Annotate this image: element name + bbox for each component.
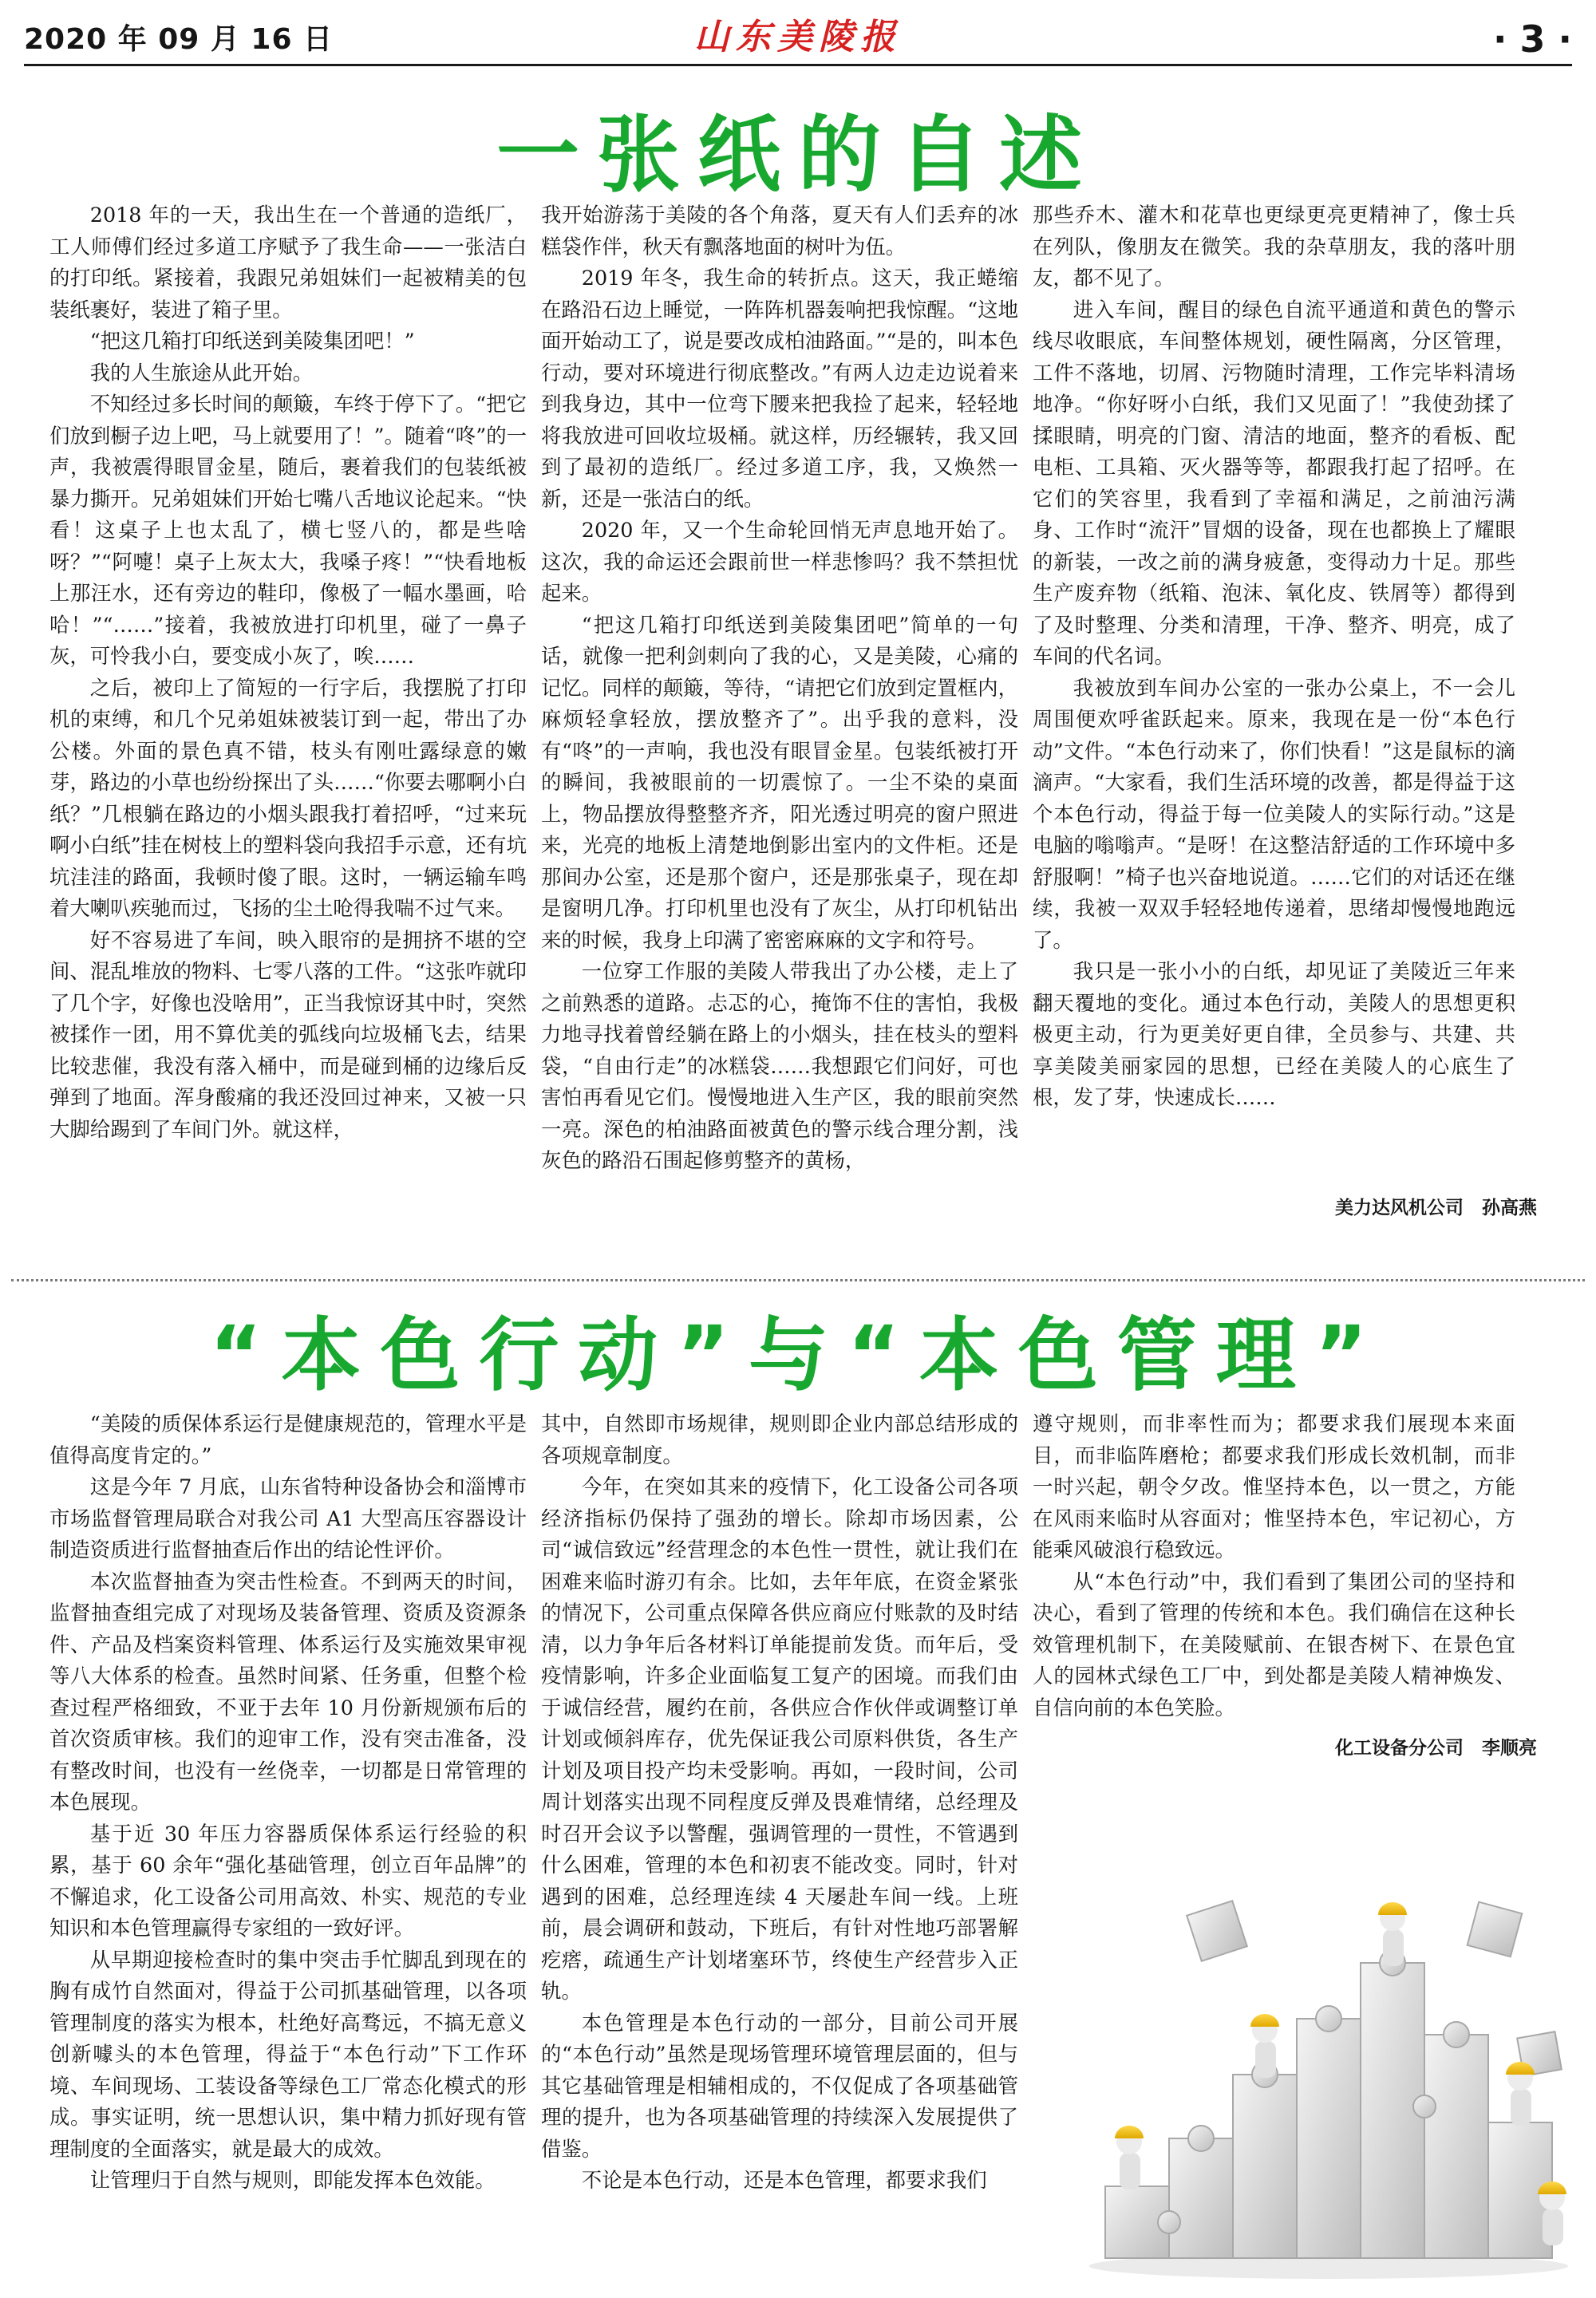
paragraph: 我只是一张小小的白纸，却见证了美陵近三年来翻天覆地的变化。通过本色行动，美陵人的思想更积极更主动，行为更美好更自律，全员参与、共建、共享美陵美丽家园的思想，已经在美陵人的心底生了根，发了芽，快速成长…… [1033,959,1515,1109]
article2-signature: 化工设备分公司 李顺亮 [1335,1738,1537,1759]
paragraph: 2018 年的一天，我出生在一个普通的造纸厂，工人师傅们经过多道工序赋予了我生命——一张洁白的打印纸。紧接着，我跟兄弟姐妹们一起被精美的包装纸裹好，装进了箱子里。 [49,203,527,322]
page-number: · 3 · [1493,18,1572,61]
paragraph: 其中，自然即市场规律，规则即企业内部总结形成的各项规章制度。 [541,1412,1018,1467]
article2-column-2 [541,1408,1018,2286]
article-separator [11,1279,1585,1281]
paragraph: 从早期迎接检查时的集中突击手忙脚乱到现在的胸有成竹自然面对，得益于公司抓基础管理，以各项管理制度的落实为根本，杜绝好高骛远，不搞无意义创新噱头的本色管理，得益于“本色行动”下工作环境、车间现场、工装设备等绿色工厂常态化模式的形成。事实证明，统一思想认识，集中精力抓好现有管理制度的全面落实，就是最大的成效。 [49,1947,527,2161]
paragraph: 2019 年冬，我生命的转折点。这天，我正蜷缩在路沿石边上睡觉，一阵阵机器轰响把我惊醒。“这地面开始动工了，说是要改成柏油路面。”“是的，叫本色行动，要对环境进行彻底整改。”有两人边走边说着来到我身边，其中一位弯下腰来把我捡了起来，轻轻地将我放进可回收垃圾桶。就这样，历经辗转，我又回到了最初的造纸厂。经过多道工序，我，又焕然一新，还是一张洁白的纸。 [541,266,1018,511]
puzzle-workers-illustration [1073,1835,1584,2282]
paragraph: 不论是本色行动，还是本色管理，都要求我们 [581,2168,987,2192]
issue-date: 2020 年 09 月 16 日 [24,23,334,56]
paragraph: 基于近 30 年压力容器质保体系运行经验的积累，基于 60 余年“强化基础管理，创立百年品牌”的不懈追求，化工设备公司用高效、朴实、规范的专业知识和本色管理赢得专家组的一致好评。 [49,1821,527,1940]
paragraph: 我的人生旅途从此开始。 [89,360,314,385]
article1-headline: 一张纸的自述 [496,106,1100,203]
paragraph: 好不容易进了车间，映入眼帘的是拥挤不堪的空间、混乱堆放的物料、七零八落的工件。“这张咋就印了几个字，好像也没啥用”，正当我惊讶其中时，突然被揉作一团，用不算优美的弧线向垃圾桶飞去，结果比较悲催，我没有落入桶中，而是碰到桶的边缘后反弹到了地面。浑身酸痛的我还没回过神来，又被一只大脚给踢到了车间门外。就这样， [49,927,527,1141]
article1-column-3 [1033,199,1515,1173]
paragraph: 那些乔木、灌木和花草也更绿更亮更精神了，像士兵在列队，像朋友在微笑。我的杂草朋友，我的落叶朋友，都不见了。 [1033,203,1515,290]
article1-signature: 美力达风机公司 孙高燕 [1335,1198,1537,1218]
article1-column-2 [541,199,1018,1253]
article2-column-1 [49,1408,527,2286]
paragraph: 遵守规则，而非率性而为；都要求我们展现本来面目，而非临阵磨枪；都要求我们形成长效机制，而非一时兴起，朝令夕改。惟坚持本色，以一贯之，方能在风雨来临时从容面对；惟坚持本色，牢记初心，方能乘风破浪行稳致远。 [1033,1412,1515,1562]
paragraph: 从“本色行动”中，我们看到了集团公司的坚持和决心，看到了管理的传统和本色。我们确信在这种长效管理机制下，在美陵赋前、在银杏树下、在景色宜人的园林式绿色工厂中，到处都是美陵人精神焕发、自信向前的本色笑脸。 [1033,1569,1515,1720]
paragraph: “美陵的质保体系运行是健康规范的，管理水平是值得高度肯定的。” [49,1412,527,1467]
paragraph: “把这几箱打印纸送到美陵集团吧”简单的一句话，就像一把利剑刺向了我的心，又是美陵，心痛的记忆。同样的颠簸，等待，“请把它们放到定置框内，麻烦轻拿轻放，摆放整齐了”。出乎我的意料，没有“咚”的一声响，我也没有眼冒金星。包装纸被打开的瞬间，我被眼前的一切震惊了。一尘不染的桌面上，物品摆放得整整齐齐，阳光透过明亮的窗户照进来，光亮的地板上清楚地倒影出室内的文件柜。还是那间办公室，还是那个窗户，还是那张桌子，现在却是窗明几净。打印机里也没有了灰尘，从打印机钻出来的时候，我身上印满了密密麻麻的文字和符号。 [541,612,1018,952]
paragraph: 2020 年，又一个生命轮回悄无声息地开始了。这次，我的命运还会跟前世一样悲惨吗？我不禁担忧起来。 [541,518,1018,605]
paragraph: 一位穿工作服的美陵人带我出了办公楼，走上了之前熟悉的道路。忐忑的心，掩饰不住的害怕，我极力地寻找着曾经躺在路上的小烟头，挂在枝头的塑料袋，“自由行走”的冰糕袋……我想跟它们问好，可也害怕再看见它们。慢慢地进入生产区，我的眼前突然一亮。深色的柏油路面被黄色的警示线合理分割，浅灰色的路沿石围起修剪整齐的黄杨， [541,959,1018,1172]
paragraph: 之后，被印上了简短的一行字后，我摆脱了打印机的束缚，和几个兄弟姐妹被装订到一起，带出了办公楼。外面的景色真不错，枝头有刚吐露绿意的嫩芽，路边的小草也纷纷探出了头……“你要去哪啊小白纸？”几根躺在路边的小烟头跟我打着招呼，“过来玩啊小白纸”挂在树枝上的塑料袋向我招手示意，还有坑坑洼洼的路面，我顿时傻了眼。这时，一辆运输车鸣着大喇叭疾驰而过，飞扬的尘土呛得我喘不过气来。 [49,675,527,920]
paragraph: “把这几箱打印纸送到美陵集团吧！” [89,329,415,353]
article1-column-1 [49,199,527,1253]
paragraph: 进入车间，醒目的绿色自流平通道和黄色的警示线尽收眼底，车间整体规划，硬性隔离，分区管理，工件不落地，切屑、污物随时清理，工作完毕料清场地净。“你好呀小白纸，我们又见面了！”我使劲揉了揉眼睛，明亮的门窗、清洁的地面，整齐的看板、配电柜、工具箱、灭火器等等，都跟我打起了招呼。在它们的笑容里，我看到了幸福和满足，之前油污满身、工作时“流汗”冒烟的设备，现在也都换上了耀眼的新装，一改之前的满身疲惫，变得动力十足。那些生产废弃物（纸箱、泡沫、氧化皮、铁屑等）都得到了及时整理、分类和清理，干净、整齐、明亮，成了车间的代名词。 [1033,297,1515,668]
newspaper-masthead: 山东美陵报 [694,17,902,57]
paragraph: 本次监督抽查为突击性检查。不到两天的时间，监督抽查组完成了对现场及装备管理、资质及资源条件、产品及档案资料管理、体系运行及实施效果审视等八大体系的检查。虽然时间紧、任务重，但整个检查过程严格细致，不亚于去年 10 月份新规颁布后的首次资质审核。我们的迎审工作，没有突击准备，没有整改时间，也没有一丝侥幸，一切都是日常管理的本色展现。 [49,1569,527,1814]
paragraph: 本色管理是本色行动的一部分，目前公司开展的“本色行动”虽然是现场管理环境管理层面的，但与其它基础管理是相辅相成的，不仅促成了各项基础管理的提升，也为各项基础管理的持续深入发展提供了借鉴。 [541,2010,1018,2161]
article2-headline: “本色行动”与“本色管理” [209,1309,1387,1402]
page-header [24,17,1572,66]
paragraph: 我开始游荡于美陵的各个角落，夏天有人们丢弃的冰糕袋作伴，秋天有飘落地面的树叶为伍。 [541,203,1018,259]
paragraph: 今年，在突如其来的疫情下，化工设备公司各项经济指标仍保持了强劲的增长。除却市场因素，公司“诚信致远”经营理念的本色性一贯性，就让我们在困难来临时游刃有余。比如，去年年底，在资金紧张的情况下，公司重点保障各供应商应付账款的及时结清，以力争年后各材料订单能提前发货。而年后，受疫情影响，许多企业面临复工复产的困境。而我们由于诚信经营，履约在前，各供应合作伙伴或调整订单计划或倾斜库存，优先保证我公司原料供货，各生产计划及项目投产均未受影响。再如，一段时间，公司周计划落实出现不同程度反弹及畏难情绪，总经理及时召开会议予以警醒，强调管理的一贯性，不管遇到什么困难，管理的本色和初衷不能改变。同时，针对遇到的困难，总经理连续 4 天屡赴车间一线。上班前，晨会调研和鼓动，下班后，有针对性地巧部署解疙瘩，疏通生产计划堵塞环节，终使生产经营步入正轨。 [541,1475,1018,2003]
article2-column-3 [1033,1408,1515,1743]
paragraph: 这是今年 7 月底，山东省特种设备协会和淄博市市场监督管理局联合对我公司 A1 大型高压容器设计制造资质进行监督抽查后作出的结论性评价。 [49,1475,527,1562]
paragraph: 我被放到车间办公室的一张办公桌上，不一会儿周围便欢呼雀跃起来。原来，我现在是一份“本色行动”文件。“本色行动来了，你们快看！”这是鼠标的滴滴声。“大家看，我们生活环境的改善，都是得益于这个本色行动，得益于每一位美陵人的实际行动。”这是电脑的嗡嗡声。“是呀！在这整洁舒适的工作环境中多舒服啊！”椅子也兴奋地说道。……它们的对话还在继续，我被一双双手轻轻地传递着，思绪却慢慢地跑远了。 [1033,675,1515,952]
paragraph: 让管理归于自然与规则，即能发挥本色效能。 [89,2168,496,2192]
paragraph: 不知经过多长时间的颠簸，车终于停下了。“把它们放到橱子边上吧，马上就要用了！”。随着“咚”的一声，我被震得眼冒金星，随后，裹着我们的包装纸被暴力撕开。兄弟姐妹们开始七嘴八舌地议论起来。“快看！这桌子上也太乱了，横七竖八的，都是些啥呀？”“阿嚏！桌子上灰太大，我嗓子疼！”“快看地板上那汪水，还有旁边的鞋印，像极了一幅水墨画，哈哈！”“……”接着，我被放进打印机里，碰了一鼻子灰，可怜我小白，要变成小灰了，唉…… [49,392,527,668]
